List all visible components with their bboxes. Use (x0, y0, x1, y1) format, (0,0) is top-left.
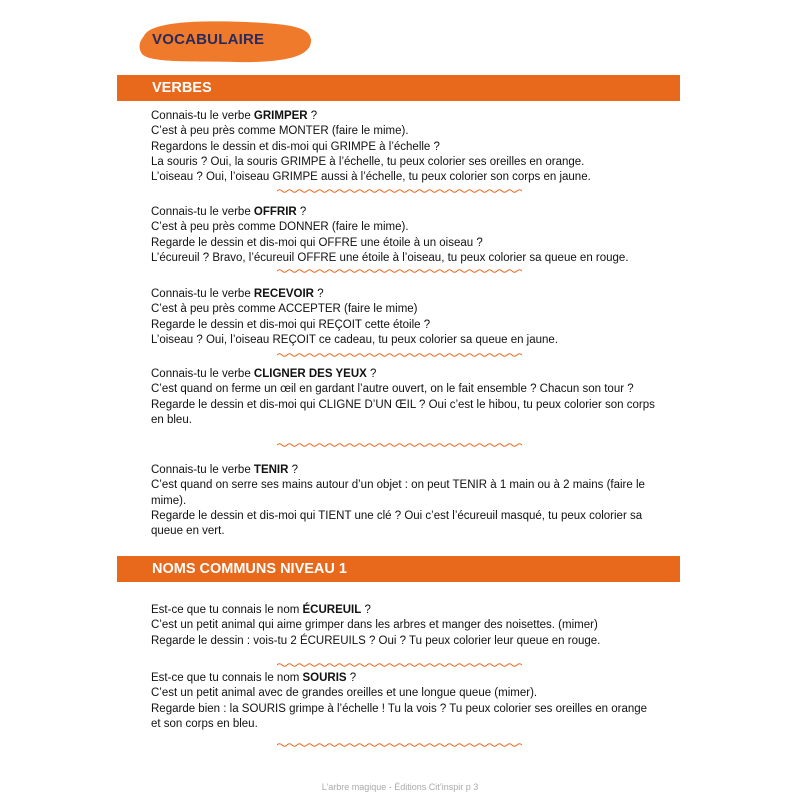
question-line: Connais-tu le verbe GRIMPER ? (151, 110, 318, 122)
entry-tenir (151, 463, 656, 539)
text-line: Regarde le dessin et dis-moi qui OFFRE une étoile à un oiseau ? (151, 236, 483, 249)
entry-offrir (151, 205, 656, 266)
text-line: mime). (151, 494, 187, 507)
question-line: Connais-tu le verbe TENIR ? (151, 464, 299, 476)
text-line: Regardons le dessin et dis-moi qui GRIMPE à l’échelle ? (151, 140, 440, 153)
text-line: Regarde le dessin et dis-moi qui TIENT une clé ? Oui c’est l’écureuil masqué, tu peux colorier sa (151, 509, 643, 522)
keyword: ÉCUREUIL (302, 604, 362, 616)
keyword: SOURIS (302, 672, 347, 684)
question-line: Est-ce que tu connais le nom ÉCUREUIL ? (151, 604, 371, 616)
page-footer: L’arbre magique - Éditions Cit’inspir p 3 (321, 782, 479, 792)
question-line: Est-ce que tu connais le nom SOURIS ? (151, 672, 357, 684)
text-line: L’oiseau ? Oui, l’oiseau GRIMPE aussi à l’échelle, tu peux colorier son corps en jaune. (151, 171, 591, 184)
wavy-divider (277, 188, 522, 194)
text-line: C’est à peu près comme MONTER (faire le mime). (151, 125, 409, 138)
wavy-divider (277, 662, 522, 668)
text-line: et son corps en bleu. (151, 717, 258, 730)
text-line: C’est un petit animal avec de grandes oreilles et une longue queue (mimer). (151, 687, 538, 700)
keyword: TENIR (253, 464, 289, 476)
text-line: L’écureuil ? Bravo, l’écureuil OFFRE une étoile à l’oiseau, tu peux colorier sa queue en rouge. (151, 251, 629, 264)
wavy-divider (277, 442, 522, 448)
question-line: Connais-tu le verbe CLIGNER DES YEUX ? (151, 368, 377, 380)
section-header-verbes (117, 75, 680, 101)
text-line: C’est un petit animal qui aime grimper dans les arbres et manger des noisettes. (mimer) (151, 619, 598, 632)
entry-souris (151, 671, 656, 732)
text-line: La souris ? Oui, la souris GRIMPE à l’échelle, tu peux colorier ses oreilles en orange. (151, 155, 585, 168)
question-line: Connais-tu le verbe RECEVOIR ? (151, 288, 324, 300)
text-line: C’est à peu près comme ACCEPTER (faire le mime) (151, 303, 418, 316)
keyword: OFFRIR (253, 206, 297, 218)
text-line: C’est quand on serre ses mains autour d’un objet : on peut TENIR à 1 main ou à 2 mains (faire le (151, 479, 645, 492)
entry-ecureuil (151, 603, 656, 649)
section-header-noms-communs (117, 556, 680, 582)
text-line: Regarde bien : la SOURIS grimpe à l’échelle ! Tu la vois ? Tu peux colorier ses oreilles en orange (151, 702, 648, 715)
entry-cligner-des-yeux (151, 367, 656, 428)
text-line: C’est à peu près comme DONNER (faire le mime). (151, 221, 409, 234)
text-line: Regarde le dessin et dis-moi qui CLIGNE D’UN ŒIL ? Oui c’est le hibou, tu peux colorier son corps (151, 398, 655, 411)
text-line: en bleu. (151, 413, 192, 426)
wavy-divider (277, 268, 522, 274)
keyword: GRIMPER (253, 110, 308, 122)
vocabulaire-title: VOCABULAIRE (152, 31, 265, 48)
wavy-divider (277, 742, 522, 748)
section-title-noms-communs: NOMS COMMUNS NIVEAU 1 (152, 561, 347, 577)
text-line: Regarde le dessin et dis-moi qui REÇOIT cette étoile ? (151, 318, 431, 331)
wavy-divider (277, 352, 522, 358)
entry-recevoir (151, 287, 656, 348)
text-line: C’est quand on ferme un œil en gardant l’autre ouvert, on le fait ensemble ? Chacun son tour ? (151, 383, 634, 396)
entry-grimper (151, 109, 656, 185)
keyword: CLIGNER DES YEUX (253, 368, 367, 380)
text-line: Regarde le dessin : vois-tu 2 ÉCUREUILS ? Oui ? Tu peux colorier leur queue en rouge. (151, 634, 601, 647)
text-line: queue en vert. (151, 525, 225, 538)
question-line: Connais-tu le verbe OFFRIR ? (151, 206, 307, 218)
text-line: L’oiseau ? Oui, l’oiseau REÇOIT ce cadeau, tu peux colorier sa queue en jaune. (151, 333, 559, 346)
section-title-verbes: VERBES (152, 80, 212, 96)
keyword: RECEVOIR (253, 288, 314, 300)
